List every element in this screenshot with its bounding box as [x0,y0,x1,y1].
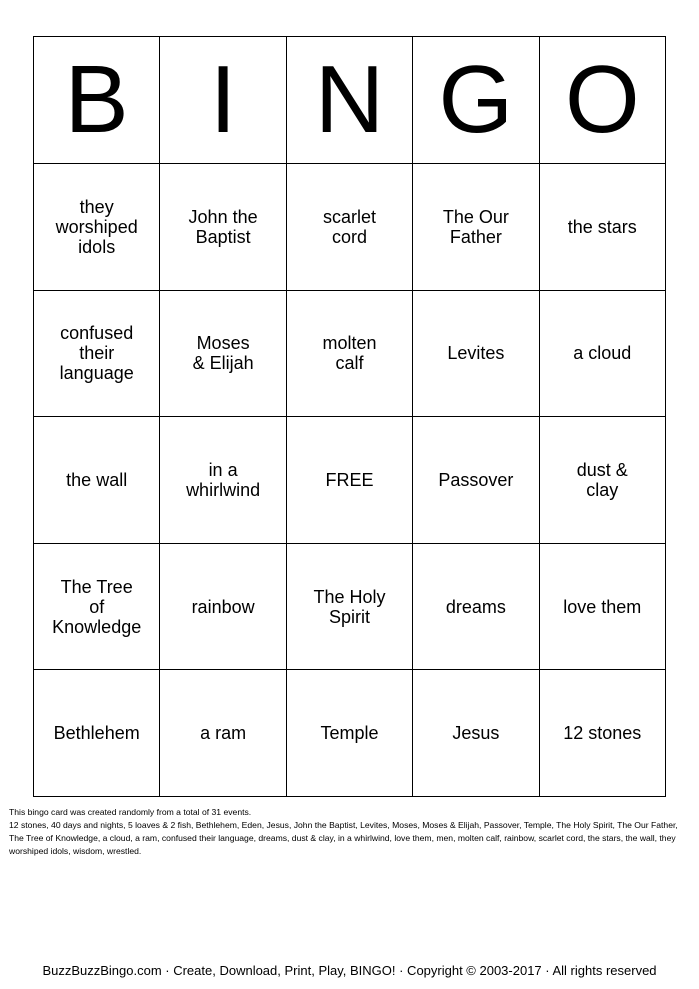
bingo-cell: molten calf [286,290,412,417]
bingo-row [34,543,666,670]
bingo-cell: love them [539,543,665,670]
bingo-cell: the stars [539,164,665,291]
card-info-events: 12 stones, 40 days and nights, 5 loaves & 2 fish, Bethlehem, Eden, Jesus, John the Baptist, Levites, Moses, Moses & Elijah, Passover, Temple, The Holy Spirit, The Our Father, The Tree of Knowledge, a cloud, a ram, confused their language, dreams, dust & clay, in a whirlwind, love them, men, molten calf, rainbow, scarlet cord, the stars, the wall, they worshiped idols, wisdom, wrestled. [9,820,678,856]
bingo-cell: The Tree of Knowledge [34,543,160,670]
header-letter-n: N [286,37,412,164]
bingo-cell: Jesus [413,670,539,797]
bingo-cell: scarlet cord [286,164,412,291]
bingo-row [34,670,666,797]
header-letter-i: I [160,37,286,164]
bingo-cell: Levites [413,290,539,417]
bingo-cell: in a whirlwind [160,417,286,544]
site-footer: BuzzBuzzBingo.com · Create, Download, Print, Play, BINGO! · Copyright © 2003-2017 · All rights reserved [42,963,657,978]
bingo-cell: John the Baptist [160,164,286,291]
bingo-cell: dust & clay [539,417,665,544]
bingo-cell: Temple [286,670,412,797]
bingo-cell: rainbow [160,543,286,670]
bingo-header-row [34,37,666,164]
bingo-cell: dreams [413,543,539,670]
bingo-row [34,417,666,544]
card-info-summary: This bingo card was created randomly from a total of 31 events. [9,807,252,817]
bingo-cell: Bethlehem [34,670,160,797]
bingo-cell: 12 stones [539,670,665,797]
bingo-cell: Moses & Elijah [160,290,286,417]
bingo-cell: The Holy Spirit [286,543,412,670]
bingo-cell: a cloud [539,290,665,417]
bingo-row [34,164,666,291]
free-space-cell: FREE [286,417,412,544]
bingo-cell: a ram [160,670,286,797]
bingo-row [34,290,666,417]
header-letter-b: B [34,37,160,164]
bingo-cell: confused their language [34,290,160,417]
bingo-cell: the wall [34,417,160,544]
bingo-cell: Passover [413,417,539,544]
header-letter-o: O [539,37,665,164]
header-letter-g: G [413,37,539,164]
bingo-cell: they worshiped idols [34,164,160,291]
bingo-card [33,36,666,797]
bingo-cell: The Our Father [413,164,539,291]
card-info [9,806,693,858]
